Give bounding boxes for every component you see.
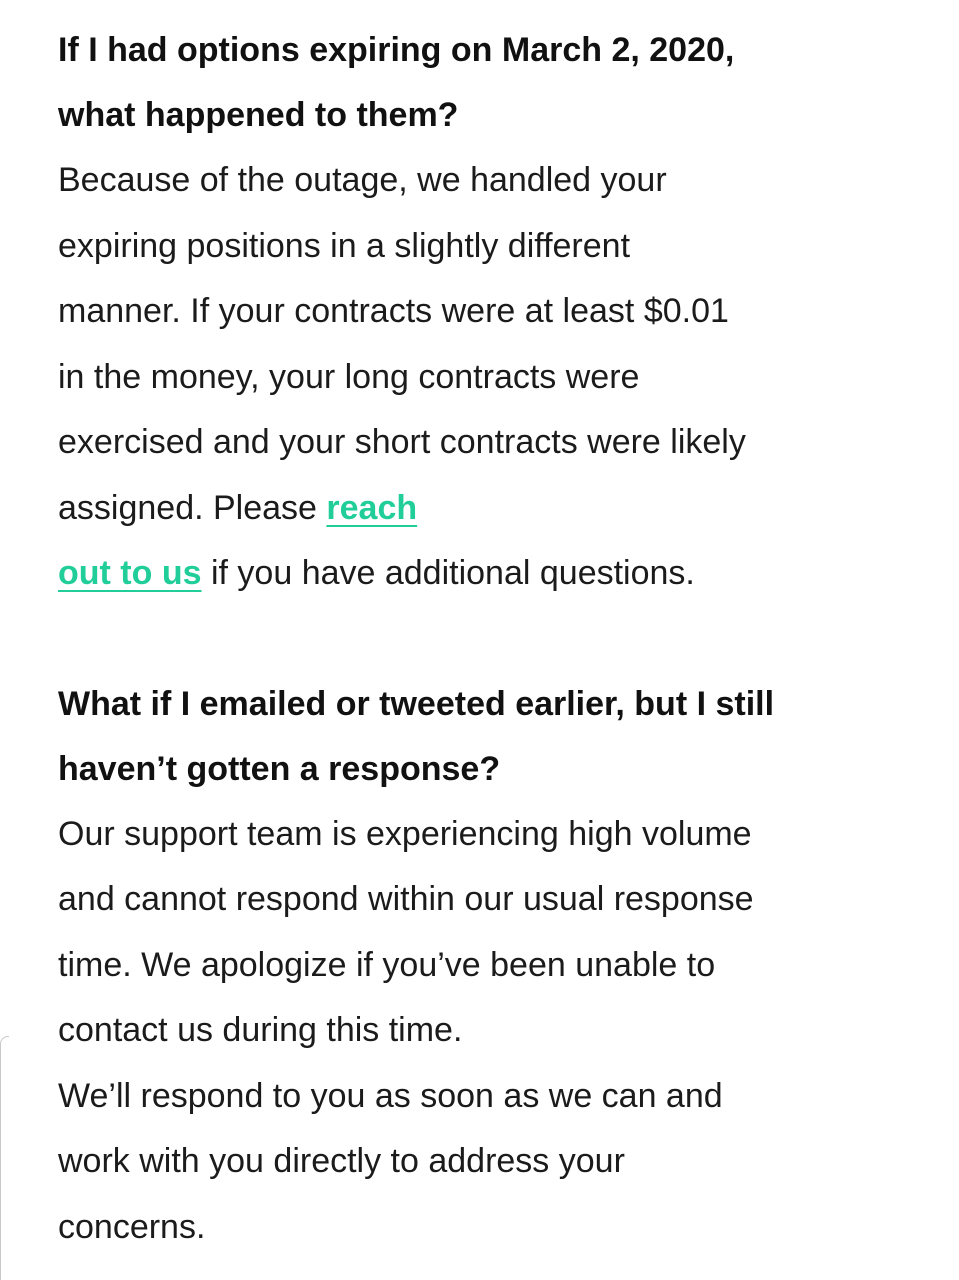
answer-line: concerns. xyxy=(58,1207,206,1246)
answer-line: work with you directly to address your xyxy=(58,1142,625,1180)
question-line: If I had options expiring on March 2, 2020, xyxy=(58,31,735,69)
section-spacer xyxy=(58,607,938,672)
faq-question xyxy=(58,672,938,802)
faq-item-expiring-options xyxy=(58,18,938,607)
answer-line: manner. If your contracts were at least $0.01 xyxy=(58,292,729,330)
answer-line: and cannot respond within our usual response xyxy=(58,880,754,918)
faq-answer xyxy=(58,802,938,1261)
faq-question xyxy=(58,18,938,148)
answer-line: assigned. Please xyxy=(58,488,327,527)
answer-line: We’ll respond to you as soon as we can and xyxy=(58,1076,723,1115)
faq-answer xyxy=(58,148,938,607)
answer-line: Because of the outage, we handled your xyxy=(58,161,667,199)
faq-content xyxy=(58,18,938,1260)
question-line: haven’t gotten a response? xyxy=(58,749,501,788)
reach-out-link[interactable]: out to us xyxy=(58,554,202,592)
answer-line: if you have additional questions. xyxy=(201,554,695,592)
reach-out-link[interactable]: reach xyxy=(326,488,418,527)
scroll-edge-indicator xyxy=(0,1036,9,1280)
faq-item-no-response xyxy=(58,672,938,1261)
answer-line: contact us during this time. xyxy=(58,1011,463,1049)
answer-line: time. We apologize if you’ve been unable to xyxy=(58,945,716,984)
answer-line: exercised and your short contracts were likely xyxy=(58,423,746,461)
question-line: What if I emailed or tweeted earlier, but I still xyxy=(58,684,775,723)
question-line: what happened to them? xyxy=(58,96,459,134)
answer-line: expiring positions in a slightly different xyxy=(58,226,631,265)
answer-line: in the money, your long contracts were xyxy=(58,357,640,396)
answer-line: Our support team is experiencing high volume xyxy=(58,814,752,853)
